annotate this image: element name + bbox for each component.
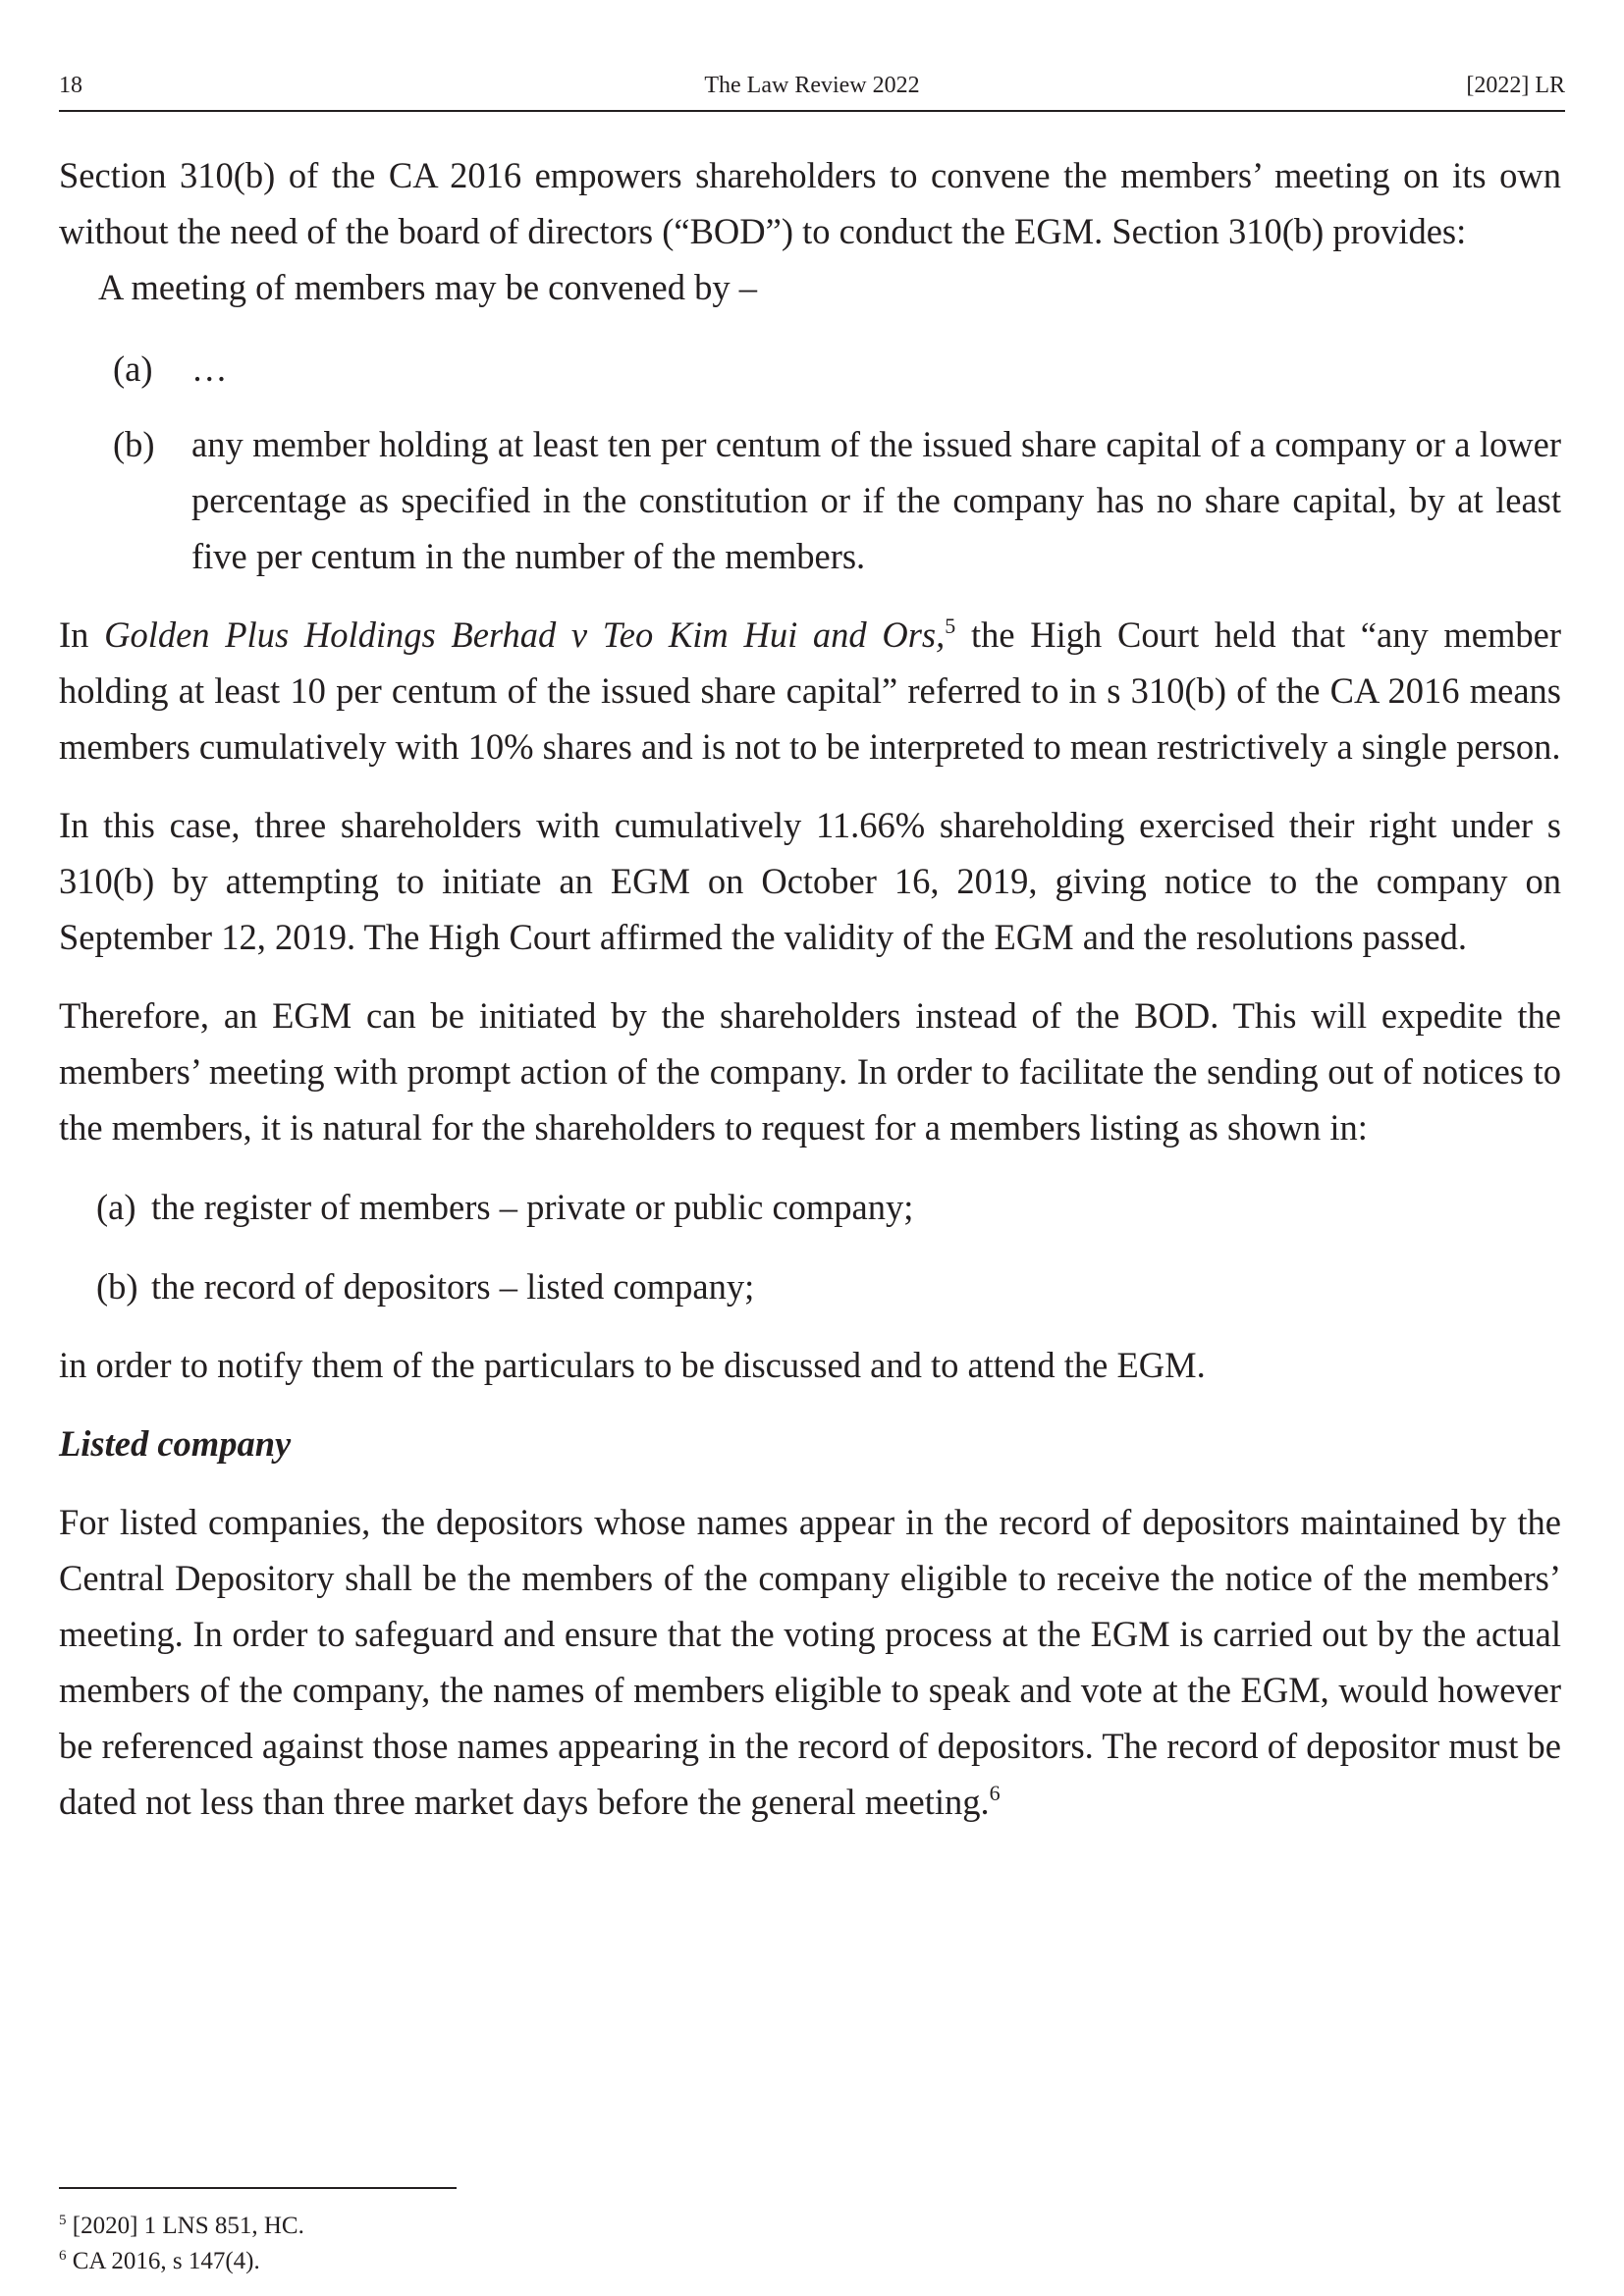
page-number: 18 <box>59 73 82 98</box>
footnote-ref-6[interactable]: 6 <box>989 1781 1001 1805</box>
item-text: the register of members – private or public company; <box>151 1187 914 1227</box>
running-header <box>59 67 1565 110</box>
paragraph-5: in order to notify them of the particulars to be discussed and to attend the EGM. <box>59 1345 1206 1385</box>
page-body <box>59 147 1561 1830</box>
footnotes <box>59 2209 304 2279</box>
item-text: the record of depositors – listed company; <box>151 1266 755 1307</box>
paragraph-1: Section 310(b) of the CA 2016 empowers shareholders to convene the members’ meeting on its own without the need of the board of directors (“BOD”) to conduct the EGM. Section 310(b) provides: <box>59 155 1561 251</box>
statute-item-b <box>59 416 1561 584</box>
paragraph-2: In Golden Plus Holdings Berhad v Teo Kim Hui and Ors,$^5$ the High Court held that “any member holding at least 10 per centum of the issued share capital” referred to in s 310(b) of the CA 2016 means members cumulatively with 10% shares and is not to be interpreted to mean restrictively a single person. <box>59 614 1561 767</box>
journal-title: The Law Review 2022 <box>704 73 920 98</box>
list-item-a <box>59 1179 1561 1235</box>
item-label: (a) <box>113 348 153 389</box>
paragraph-6: For listed companies, the depositors whose names appear in the record of depositors maintained by the Central Depository shall be the members of the company eligible to receive the notice of the members’ meeting. In order to safeguard and ensure that the voting process at the EGM is carried out by the actual members of the company, the names of members eligible to speak and vote at the EGM, would however be referenced against those names appearing in the record of depositors. The record of depositor must be dated not less than three market days before the general meeting.$^6$ <box>59 1502 1561 1822</box>
list-item-b <box>59 1258 1561 1314</box>
section-subheading: Listed company <box>59 1423 292 1464</box>
item-label: (a) <box>96 1187 136 1227</box>
item-text: … <box>191 348 228 389</box>
case-name: Golden Plus Holdings Berhad v Teo Kim Hui and Ors, <box>104 614 946 655</box>
item-label: (b) <box>113 424 155 464</box>
paragraph-4: Therefore, an EGM can be initiated by the shareholders instead of the BOD. This will expedite the members’ meeting with prompt action of the company. In order to facilitate the sending out of notices to the members, it is natural for the shareholders to request for a members listing as shown in: <box>59 995 1561 1148</box>
header-divider <box>59 110 1565 112</box>
footnote-5: $^5$ [2020] 1 LNS 851, HC. <box>59 2213 304 2239</box>
statute-quote-lead: A meeting of members may be convened by – <box>98 267 758 307</box>
journal-citation: [2022] LR <box>1466 73 1565 98</box>
paragraph-3: In this case, three shareholders with cumulatively 11.66% shareholding exercised their right under s 310(b) by attempting to initiate an EGM on October 16, 2019, giving notice to the company on September 12, 2019. The High Court affirmed the validity of the EGM and the resolutions passed. <box>59 805 1561 957</box>
item-text: any member holding at least ten per centum of the issued share capital of a company or a lower percentage as specified in the constitution or if the company has no share capital, by at least five per centum in the number of the members. <box>191 424 1561 576</box>
statute-item-a <box>59 341 1561 397</box>
footnote-ref-5[interactable]: 5 <box>945 614 956 638</box>
footnote-divider <box>59 2187 457 2189</box>
footnote-6: $^6$ CA 2016, s 147(4). <box>59 2248 260 2274</box>
item-label: (b) <box>96 1266 138 1307</box>
